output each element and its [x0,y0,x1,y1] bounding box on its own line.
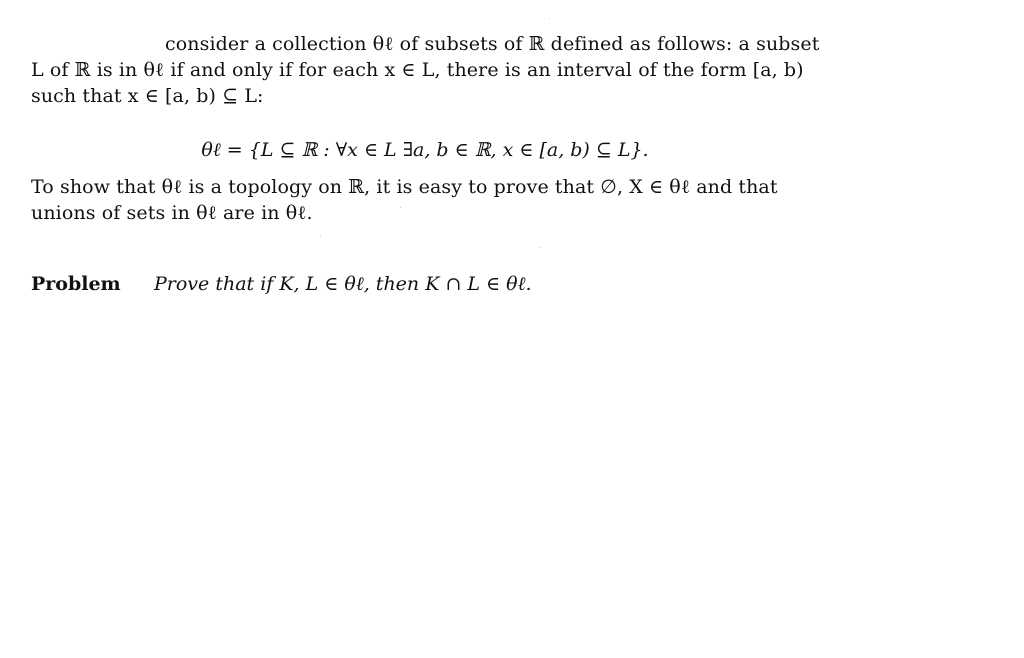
scan-speck [400,207,401,208]
scan-speck [539,247,540,248]
scan-speck [549,18,550,19]
problem-statement [31,271,532,297]
problem-label: Problem [31,273,121,295]
problem-text: Prove that if K, L ∈ θℓ, then K ∩ L ∈ θℓ. [154,273,532,295]
definition-paragraph: consider a collection θℓ of subsets of ℝ defined as follows: a subset L of ℝ is in θℓ if and only if for each x ∈ L, there is an interval of the form [a, b) such that x ∈ [a, b) ⊆ L: [31,33,820,107]
topology-equation: θℓ = {L ⊆ ℝ : ∀x ∈ L ∃a, b ∈ ℝ, x ∈ [a, b) ⊆ L}. [201,139,649,161]
scan-speck [320,236,321,237]
topology-paragraph: To show that θℓ is a topology on ℝ, it is easy to prove that ∅, X ∈ θℓ and that unions of sets in θℓ are in θℓ. [31,176,778,224]
